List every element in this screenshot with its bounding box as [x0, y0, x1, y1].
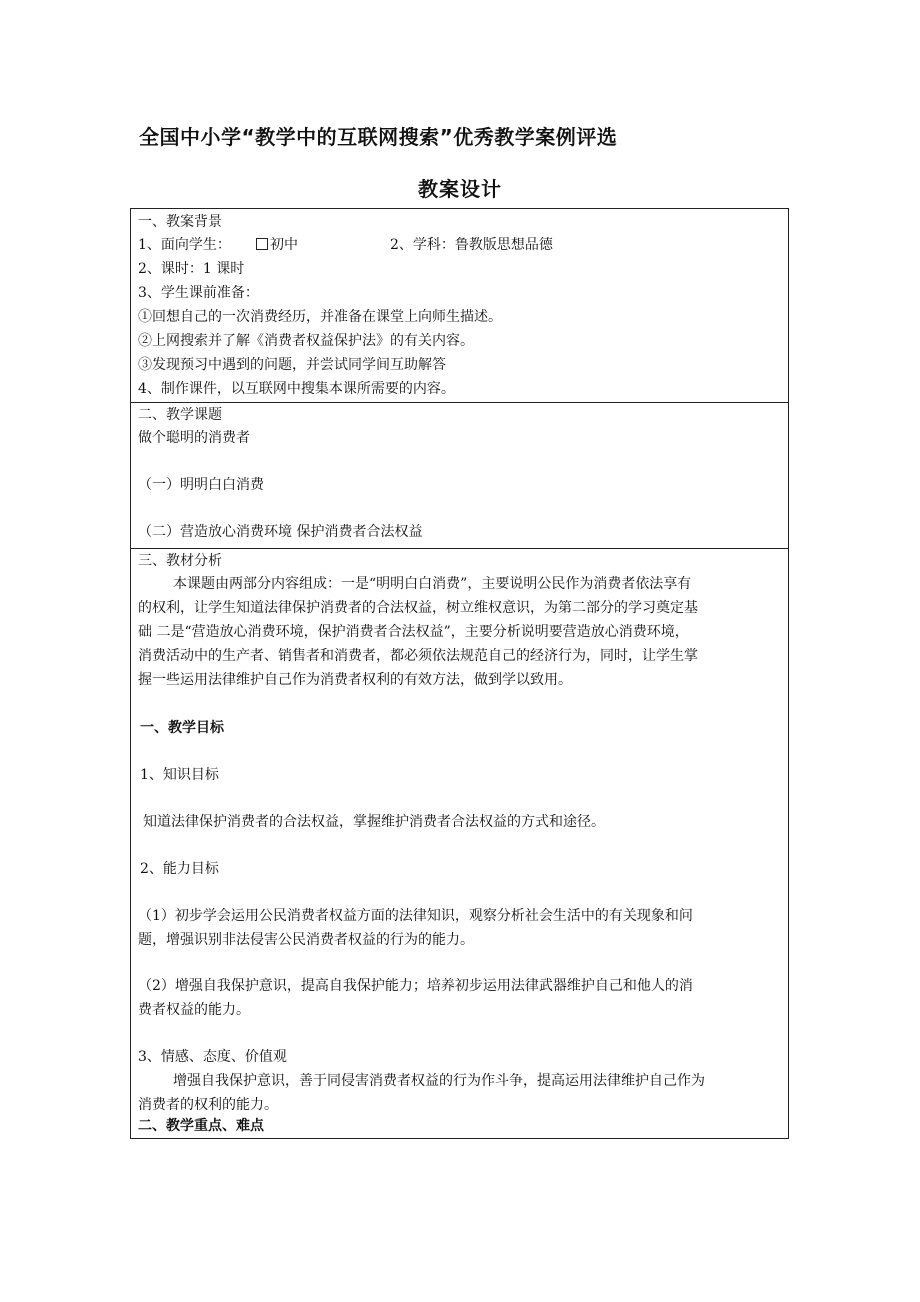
prep-item-1: ①回想自己的一次消费经历，并准备在课堂上向师生描述。	[138, 309, 502, 325]
page-subtitle: 教案设计	[418, 177, 502, 201]
analysis-line-3: 础 二是“营造放心消费环境，保护消费者合法权益”，主要分析说明要营造放心消费环境，	[138, 624, 689, 640]
key-points-heading: 二、教学重点、难点	[138, 1118, 264, 1134]
topic-name: 做个聪明的消费者	[138, 430, 250, 446]
ability-goal-1-line-1: （1）初步学会运用公民消费者权益方面的法律知识，观察分析社会生活中的有关现象和问	[138, 908, 693, 924]
grade-option-label: 初中	[270, 237, 298, 253]
emotion-goal-line-1: 增强自我保护意识，善于同侵害消费者权益的行为作斗争，提高运用法律维护自己作为	[173, 1073, 705, 1089]
topic-part-2: （二）营造放心消费环境 保护消费者合法权益	[138, 524, 423, 540]
checkbox-icon[interactable]	[256, 238, 268, 250]
prep-item-4: 4、制作课件，以互联网中搜集本课所需要的内容。	[138, 381, 455, 397]
target-students-label: 1、面向学生：	[138, 237, 231, 253]
prep-item-2: ②上网搜索并了解《消费者权益保护法》的有关内容。	[138, 333, 474, 349]
background-cell	[131, 209, 788, 403]
analysis-line-1: 本课题由两部分内容组成：一是“明明白白消费”，主要说明公民作为消费者依法享有	[173, 576, 692, 592]
ability-goal-1-line-2: 题，增强识别非法侵害公民消费者权益的行为的能力。	[138, 932, 474, 948]
analysis-heading: 三、教材分析	[138, 553, 222, 569]
ability-goal-heading: 2、能力目标	[140, 861, 219, 877]
ability-goal-2-line-2: 费者权益的能力。	[138, 1002, 250, 1018]
grade-option	[256, 235, 298, 255]
subject-label: 2、学科：鲁教版思想品德	[390, 237, 553, 253]
class-hours: 2、课时：1 课时	[138, 261, 245, 277]
ability-goal-2-line-1: （2）增强自我保护意识，提高自我保护能力；培养初步运用法律武器维护自己和他人的消	[138, 978, 693, 994]
prep-item-3: ③发现预习中遇到的问题，并尝试同学间互助解答	[138, 357, 446, 373]
emotion-goal-line-2: 消费者的权利的能力。	[138, 1097, 278, 1113]
knowledge-goal-text: 知道法律保护消费者的合法权益，掌握维护消费者合法权益的方式和途径。	[143, 814, 605, 830]
analysis-line-5: 握一些运用法律维护自己作为消费者权利的有效方法，做到学以致用。	[138, 672, 572, 688]
analysis-line-4: 消费活动中的生产者、销售者和消费者，都必须依法规范自己的经济行为，同时，让学生掌	[138, 648, 698, 664]
analysis-cell	[131, 548, 788, 1138]
topic-heading: 二、教学课题	[138, 407, 222, 423]
knowledge-goal-heading: 1、知识目标	[140, 767, 219, 783]
topic-cell	[131, 402, 788, 549]
page-title: 全国中小学“教学中的互联网搜索”优秀教学案例评选	[139, 125, 618, 149]
goals-heading: 一、教学目标	[140, 720, 224, 736]
emotion-goal-heading: 3、情感、态度、价值观	[138, 1049, 287, 1065]
topic-part-1: （一）明明白白消费	[138, 477, 264, 493]
student-prep-heading: 3、学生课前准备：	[138, 285, 259, 301]
background-heading: 一、教案背景	[138, 214, 222, 230]
lesson-plan-table	[130, 208, 789, 1139]
analysis-line-2: 的权利，让学生知道法律保护消费者的合法权益，树立维权意识，为第二部分的学习奠定基	[138, 600, 698, 616]
